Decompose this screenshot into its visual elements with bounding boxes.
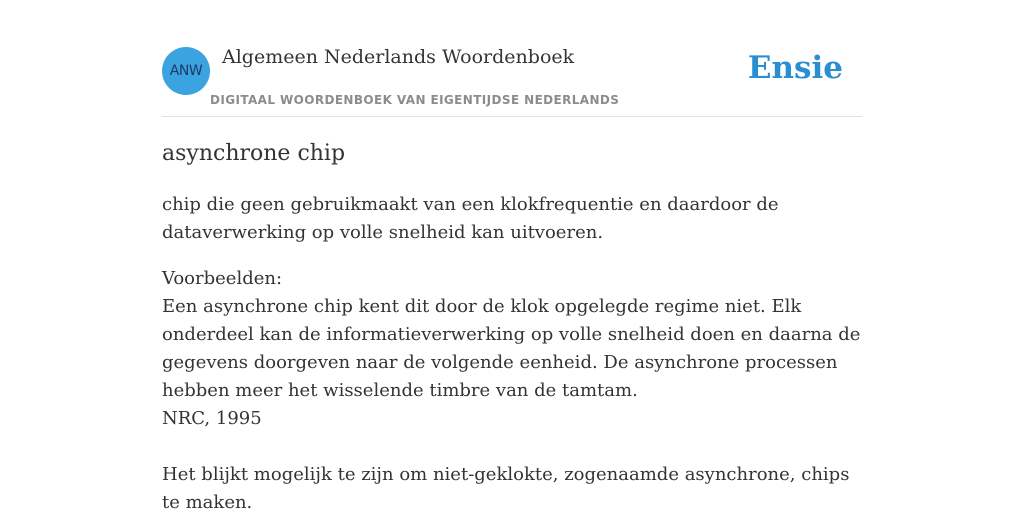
logo-text: ANW	[169, 63, 203, 79]
example-2	[162, 461, 862, 512]
examples-section	[162, 265, 862, 512]
examples-label: Voorbeelden:	[162, 268, 283, 289]
example-text: Een asynchrone chip kent dit door de klok opgelegde regime niet. Elk onderdeel kan de informatieverwerking op volle snelheid doen en daarna de gegevens doorgeven naar de volgende eenheid. De asynchrone processen hebben meer het wisselende timbre van de tamtam.	[162, 296, 861, 401]
example-source: NRC, 1995	[162, 408, 262, 429]
site-subtitle: DIGITAAL WOORDENBOEK VAN EIGENTIJDSE NEDERLANDS	[210, 93, 620, 107]
example-1	[162, 293, 862, 433]
ensie-brand-link[interactable]: Ensie	[747, 50, 843, 86]
headword: asynchrone chip	[162, 141, 346, 166]
entry-content	[162, 136, 862, 512]
site-header	[162, 40, 862, 117]
site-title[interactable]: Algemeen Nederlands Woordenboek	[222, 46, 575, 68]
example-text: Het blijkt mogelijk te zijn om niet-geklokte, zogenaamde asynchrone, chips te maken.	[162, 464, 850, 512]
anw-logo[interactable]	[162, 47, 210, 95]
definition: chip die geen gebruikmaakt van een klokfrequentie en daardoor de dataverwerking op volle snelheid kan uitvoeren.	[162, 194, 779, 243]
example-spacer	[162, 433, 862, 461]
